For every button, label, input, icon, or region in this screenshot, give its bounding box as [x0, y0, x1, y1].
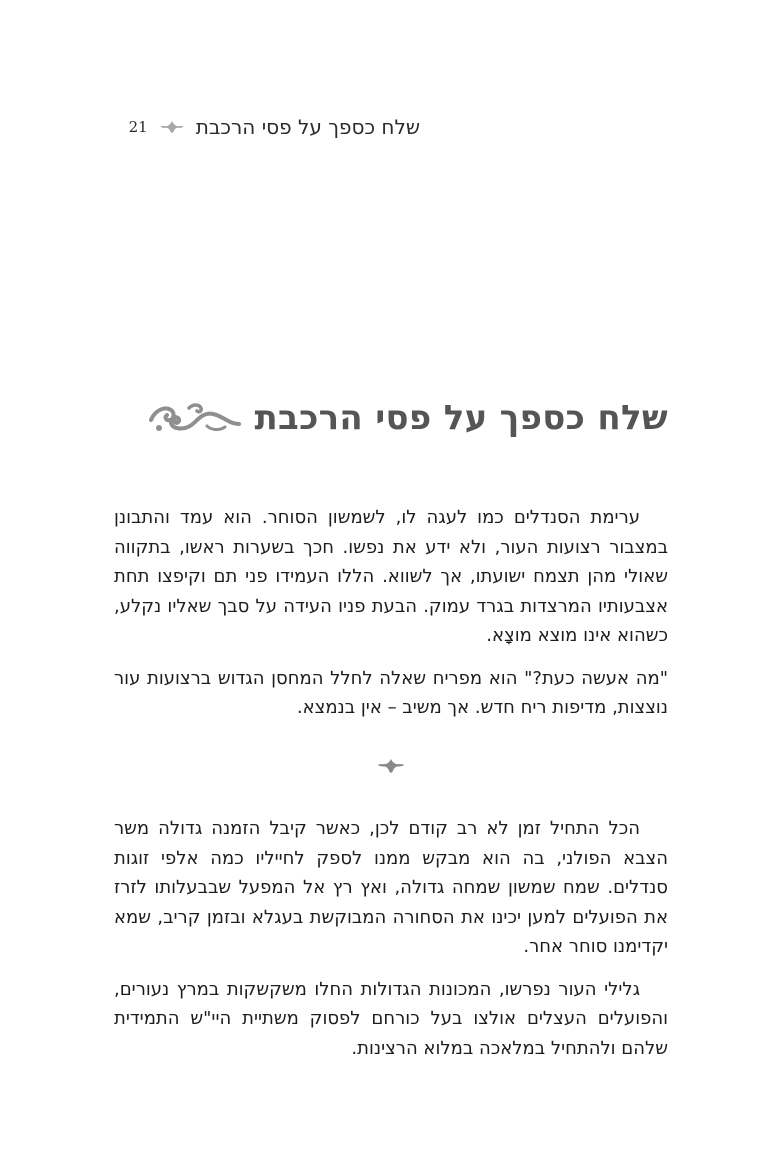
paragraph: הכל התחיל זמן לא רב קודם לכן, כאשר קיבל הזמנה גדולה משר הצבא הפולני, בה הוא מבקש ממנו לספק לחייליו כמה אלפי זוגות סנדלים. שמח שמשון שמחה גדולה, ואץ רץ אל המפעל שבבעלותו לזרז את הפועלים למען יכינו את הסחורה המבוקשת בעגלא ובזמן קריב, שמא יקדימנו סוחר אחר.: [114, 818, 668, 957]
page-number: 21: [128, 118, 148, 136]
running-header-title: שלח כספך על פסי הרכבת: [195, 115, 420, 139]
paragraph: גלילי העור נפרשו, המכונות הגדולות החלו משקשקות במרץ נעורים, והפועלים העצלים אולצו בעל כורחם לפסוק משתיית היי"ש התמידית שלהם ולהתחיל במלאכה במלוא הרצינות.: [114, 978, 668, 1059]
running-header: [114, 112, 420, 142]
chapter-title: שלח כספך על פסי הרכבת: [254, 398, 668, 438]
paragraph: "מה אעשה כעת?" הוא מפריח שאלה לחלל המחסן הגדוש ברצועות עור נוצצות, מדיפות ריח חדש. אך משיב – אין בנמצא.: [114, 667, 668, 718]
section-two: [114, 814, 668, 1063]
section-one: [114, 503, 668, 723]
flourish-scroll-icon: [149, 400, 241, 436]
fleuron-divider-icon: [376, 756, 406, 776]
paragraph: ערימת הסנדלים כמו לעגה לו, לשמשון הסוחר. הוא עמד והתבונן במצבור רצועות העור, ולא ידע את נפשו. חכך בשערות ראשו, בתקווה שאולי מהן תצמח ישועתו, אך לשווא. הללו העמידו פני תם וקיפצו תחת אצבעותיו המרצדות בגרד עמוק. הבעת פניו העידה על סבך שאליו נקלע, כשהוא אינו מוצא מוצָא.: [114, 507, 668, 646]
chapter-heading: [146, 388, 668, 448]
leaf-fleuron-icon: [160, 120, 184, 134]
